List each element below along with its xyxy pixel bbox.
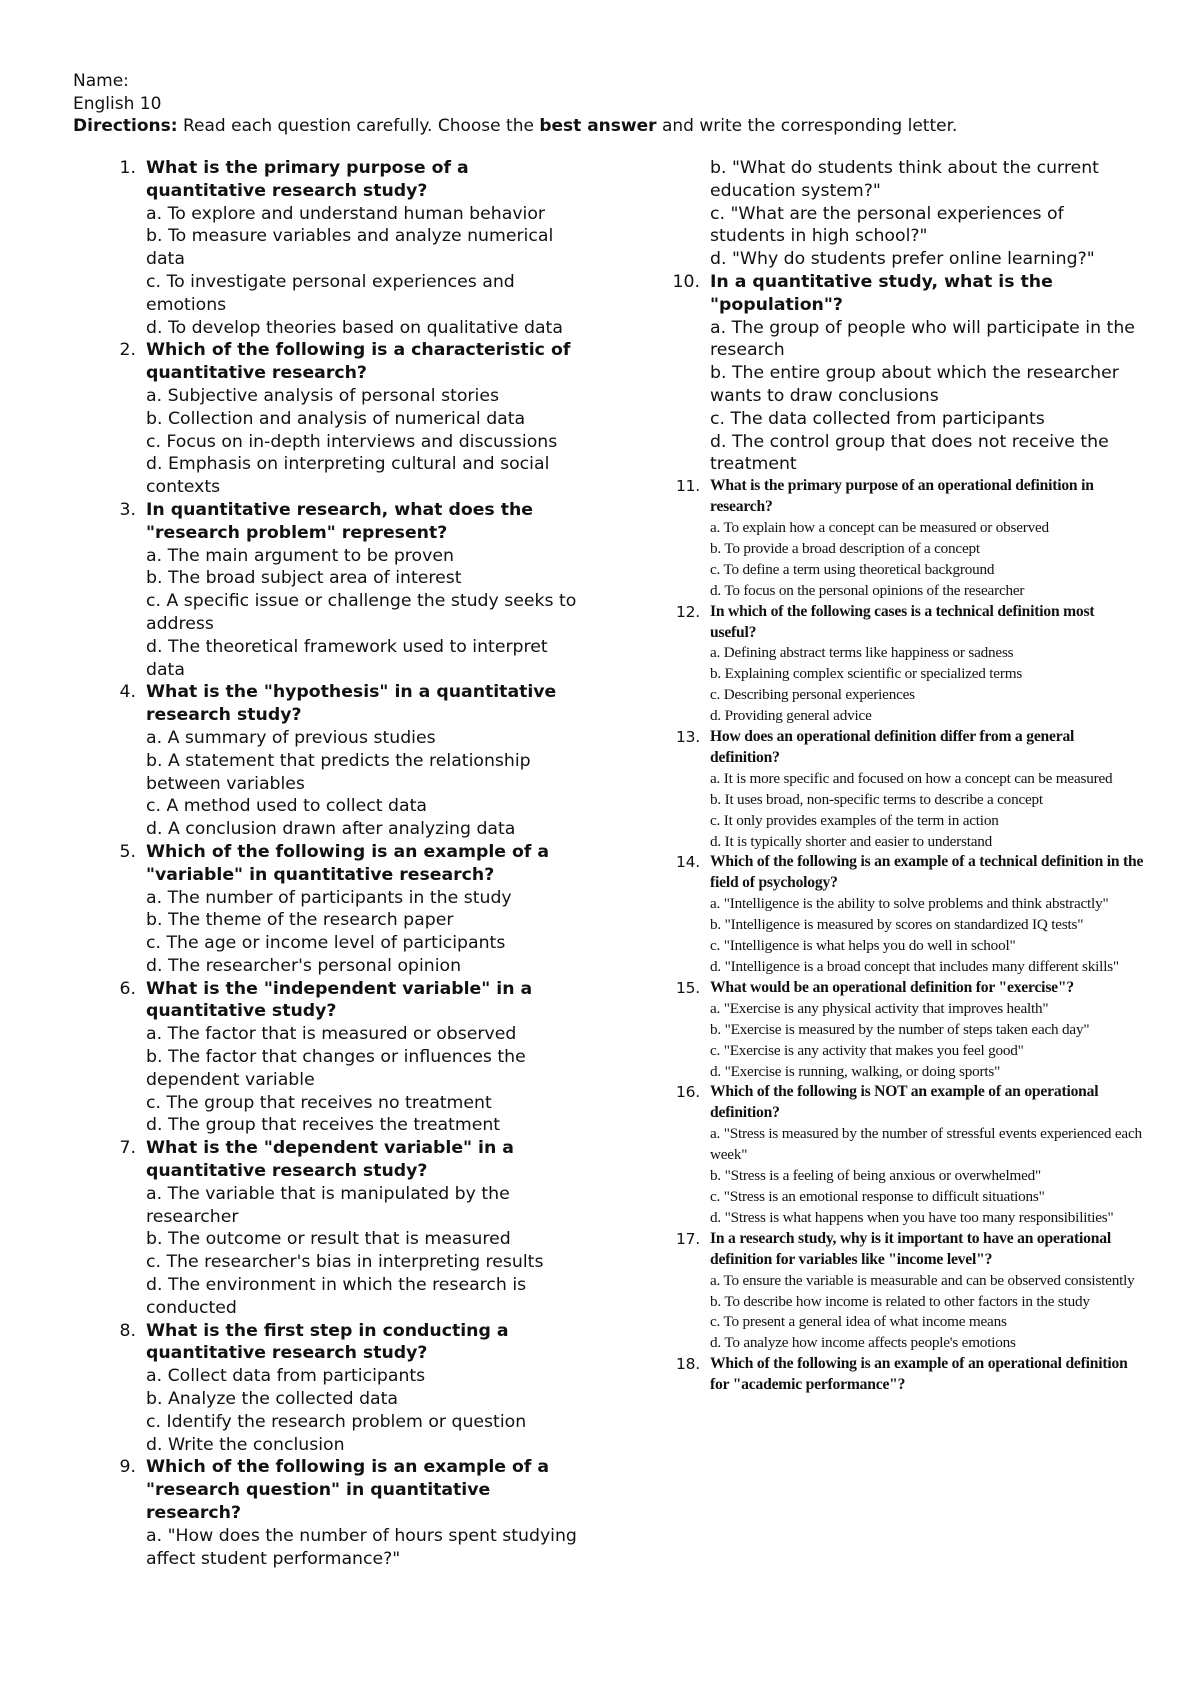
question-text: What is the primary purpose of a quantitative research study? — [146, 158, 469, 201]
option-a: a. "Exercise is any physical activity that improves health" — [710, 999, 1049, 1017]
question-16 — [664, 1082, 1144, 1228]
question-17 — [664, 1229, 1144, 1354]
question-9 — [100, 1456, 580, 1570]
question-1 — [100, 157, 580, 339]
question-text: In quantitative research, what does the "research problem" represent? — [146, 499, 533, 543]
option-a: a. It is more specific and focused on how a concept can be measured — [710, 769, 1113, 787]
question-text: In a research study, why is it important to have an operational definition for variables like "income level"? — [710, 1229, 1111, 1268]
question-number: 15. — [675, 978, 700, 997]
option-d: d. To develop theories based on qualitative data — [146, 317, 563, 338]
question-text: In a quantitative study, what is the "population"? — [710, 271, 1053, 315]
option-c: c. It only provides examples of the term in action — [710, 811, 999, 829]
option-b: b. The entire group about which the researcher wants to draw conclusions — [710, 363, 1119, 406]
question-number: 4. — [119, 682, 136, 703]
option-d: d. It is typically shorter and easier to understand — [710, 832, 993, 850]
question-number: 3. — [119, 499, 136, 520]
option-b: b. The broad subject area of interest — [146, 568, 462, 589]
question-13 — [664, 727, 1144, 852]
option-a: a. To explore and understand human behavior — [146, 203, 546, 224]
option-b: b. Analyze the collected data — [146, 1389, 399, 1410]
question-12 — [664, 602, 1144, 727]
question-4 — [100, 681, 580, 841]
left-column — [100, 157, 580, 1570]
question-text: Which of the following is an example of a "research question" in quantitative research? — [146, 1457, 550, 1524]
option-a: a. To ensure the variable is measurable and can be observed consistently — [710, 1271, 1135, 1289]
question-text: Which of the following is an example of a "variable" in quantitative research? — [146, 841, 550, 885]
question-text: How does an operational definition differ from a general definition? — [710, 728, 1075, 766]
worksheet-header — [73, 70, 957, 138]
option-a: a. "How does the number of hours spent studying affect student performance?" — [146, 1525, 577, 1569]
option-c: c. The age or income level of participants — [146, 933, 506, 954]
option-c: c. To define a term using theoretical background — [710, 560, 995, 578]
question-text: Which of the following is an example of an operational definition for "academic performance"? — [710, 1355, 1128, 1394]
option-d: d. "Why do students prefer online learning?" — [710, 249, 1095, 270]
option-d: d. "Intelligence is a broad concept that includes many different skills" — [710, 958, 1119, 975]
question-text: Which of the following is a characteristic of quantitative research? — [146, 340, 571, 384]
option-a: a. "Stress is measured by the number of stressful events experienced each week" — [710, 1125, 1142, 1164]
option-c: c. A specific issue or challenge the study seeks to address — [146, 591, 577, 634]
question-text: Which of the following is NOT an example of an operational definition? — [710, 1083, 1099, 1122]
question-11 — [664, 476, 1144, 601]
directions-text-2: and write the corresponding letter. — [661, 116, 958, 136]
option-d: d. A conclusion drawn after analyzing data — [146, 819, 516, 840]
option-d: d. Emphasis on interpreting cultural and social contexts — [146, 454, 550, 498]
question-text: What is the primary purpose of an operational definition in research? — [710, 477, 1094, 516]
name-line: Name: — [73, 71, 129, 91]
question-text: Which of the following is an example of a technical definition in the field of psychology? — [710, 853, 1144, 892]
option-a: a. A summary of previous studies — [146, 727, 436, 748]
option-b: b. A statement that predicts the relationship between variables — [146, 750, 531, 794]
question-text: What would be an operational definition for "exercise"? — [710, 978, 1074, 996]
question-number: 9. — [119, 1457, 136, 1478]
question-number: 1. — [119, 158, 136, 178]
option-c: c. "Intelligence is what helps you do well in school" — [710, 937, 1016, 955]
option-c: c. "Exercise is any activity that makes you feel good" — [710, 1041, 1024, 1059]
option-b: b. "Stress is a feeling of being anxious or overwhelmed" — [710, 1167, 1042, 1185]
option-d: d. Providing general advice — [710, 707, 872, 725]
option-b: b. Explaining complex scientific or specialized terms — [710, 665, 1023, 683]
question-text: What is the first step in conducting a quantitative research study? — [146, 1320, 509, 1364]
question-text: In which of the following cases is a technical definition most useful? — [710, 602, 1095, 641]
option-d: d. To analyze how income affects people's emotions — [710, 1334, 1016, 1352]
option-c: c. The researcher's bias in interpreting results — [146, 1252, 544, 1273]
question-6 — [100, 978, 580, 1138]
question-3 — [100, 499, 580, 681]
question-text: What is the "dependent variable" in a quantitative research study? — [146, 1138, 514, 1182]
option-c: c. To present a general idea of what income means — [710, 1313, 1007, 1331]
question-number: 6. — [119, 978, 136, 999]
question-7 — [100, 1137, 580, 1319]
option-d: d. The researcher's personal opinion — [146, 955, 462, 976]
option-c: c. The data collected from participants — [710, 408, 1045, 429]
option-a: a. To explain how a concept can be measured or observed — [710, 518, 1049, 536]
question-text: What is the "independent variable" in a quantitative study? — [146, 978, 533, 1022]
option-c: c. The group that receives no treatment — [146, 1092, 492, 1113]
option-d: d. To focus on the personal opinions of the researcher — [710, 581, 1025, 599]
option-c: c. Identify the research problem or question — [146, 1411, 527, 1432]
option-c: c. Describing personal experiences — [710, 686, 915, 704]
option-c: c. "What are the personal experiences of students in high school?" — [710, 203, 1064, 247]
option-a: a. The variable that is manipulated by the researcher — [146, 1183, 510, 1227]
option-d: d. "Stress is what happens when you have too many responsibilities" — [710, 1208, 1114, 1226]
question-2 — [100, 339, 580, 499]
option-c: c. Focus on in-depth interviews and discussions — [146, 431, 558, 452]
option-a: a. The number of participants in the study — [146, 887, 512, 908]
directions-label: Directions: — [73, 116, 178, 136]
option-b: b. The theme of the research paper — [146, 910, 454, 931]
question-15 — [664, 978, 1144, 1083]
directions-emphasis: best answer — [539, 116, 657, 136]
directions-text-1: Read each question carefully. Choose the — [183, 116, 534, 136]
option-a: a. The factor that is measured or observed — [146, 1024, 517, 1045]
option-b: b. The factor that changes or influences the dependent variable — [146, 1047, 526, 1090]
question-number: 17. — [675, 1229, 700, 1248]
option-b: b. It uses broad, non-specific terms to describe a concept — [710, 790, 1043, 808]
option-c: c. "Stress is an emotional response to difficult situations" — [710, 1187, 1045, 1205]
question-number: 16. — [675, 1083, 700, 1102]
question-number: 7. — [119, 1138, 136, 1159]
right-column — [664, 157, 1144, 1396]
option-b: b. "Intelligence is measured by scores on standardized IQ tests" — [710, 916, 1084, 934]
question-number: 5. — [119, 841, 136, 862]
question-18 — [664, 1354, 1144, 1396]
option-c: c. To investigate personal experiences and emotions — [146, 271, 515, 315]
option-d: d. "Exercise is running, walking, or doing sports" — [710, 1062, 1001, 1080]
option-a: a. "Intelligence is the ability to solve problems and think abstractly" — [710, 895, 1109, 913]
question-number: 2. — [119, 340, 136, 361]
class-line: English 10 — [73, 93, 162, 114]
question-number: 13. — [675, 728, 700, 747]
question-8 — [100, 1320, 580, 1457]
option-b: b. Collection and analysis of numerical data — [146, 408, 526, 429]
question-number: 14. — [675, 853, 700, 872]
option-a: a. Collect data from participants — [146, 1366, 426, 1387]
question-number: 11. — [675, 477, 700, 496]
option-b: b. To provide a broad description of a concept — [710, 539, 980, 557]
question-9-continued — [664, 157, 1144, 271]
option-d: d. The environment in which the research is conducted — [146, 1275, 527, 1318]
question-5 — [100, 841, 580, 978]
option-d: d. The control group that does not receive the treatment — [710, 431, 1109, 475]
option-a: a. Defining abstract terms like happiness or sadness — [710, 644, 1014, 662]
question-number: 12. — [675, 602, 700, 621]
option-d: d. The theoretical framework used to interpret data — [146, 636, 548, 680]
option-a: a. Subjective analysis of personal stories — [146, 385, 499, 406]
question-10 — [664, 271, 1144, 476]
option-a: a. The group of people who will participate in the research — [710, 317, 1135, 361]
option-b: b. "Exercise is measured by the number of steps taken each day" — [710, 1020, 1090, 1038]
question-number: 10. — [672, 271, 700, 292]
question-text: What is the "hypothesis" in a quantitative research study? — [146, 682, 557, 726]
option-a: a. The main argument to be proven — [146, 545, 454, 566]
option-c: c. A method used to collect data — [146, 796, 427, 817]
option-b: b. The outcome or result that is measured — [146, 1229, 511, 1250]
option-d: d. The group that receives the treatment — [146, 1115, 501, 1136]
option-b: b. "What do students think about the current education system?" — [710, 158, 1099, 201]
question-number: 18. — [675, 1355, 700, 1374]
option-d: d. Write the conclusion — [146, 1434, 345, 1455]
question-14 — [664, 852, 1144, 977]
question-number: 8. — [119, 1320, 136, 1341]
directions-line — [73, 115, 957, 138]
option-b: b. To describe how income is related to other factors in the study — [710, 1292, 1090, 1310]
option-b: b. To measure variables and analyze numerical data — [146, 226, 554, 270]
